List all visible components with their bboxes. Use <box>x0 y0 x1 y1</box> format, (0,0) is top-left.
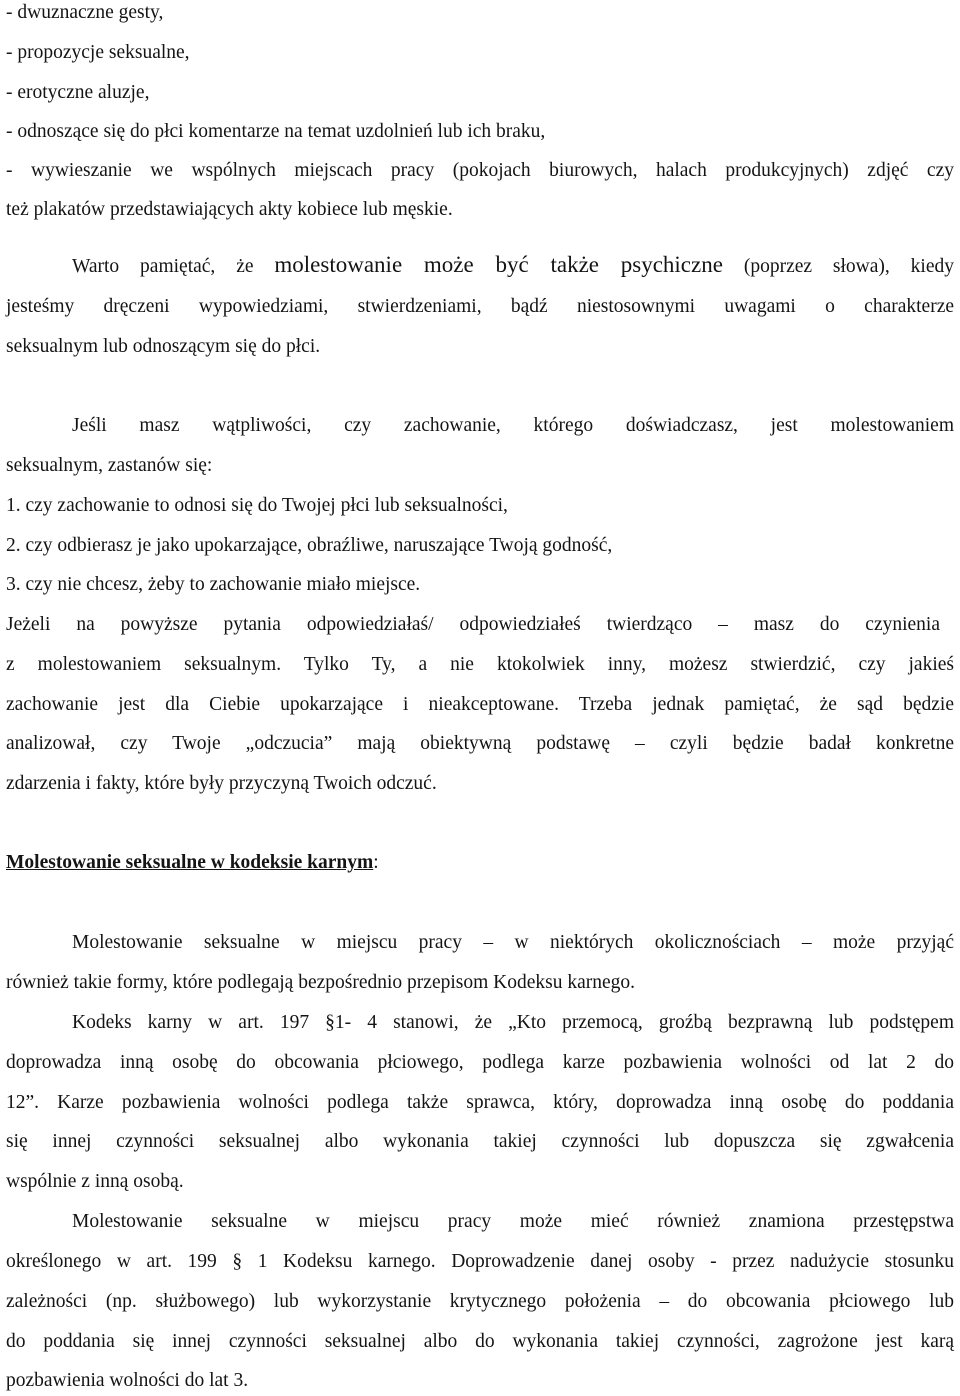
paragraph-line: 12”. Karze pozbawienia wolności podlega także sprawca, który, doprowadza inną osobę do poddania <box>6 1092 954 1113</box>
paragraph-line: Kodeks karny w art. 197 §1- 4 stanowi, że „Kto przemocą, groźbą bezprawną lub podstępem <box>72 1012 954 1033</box>
paragraph-line: również takie formy, które podlegają bezpośrednio przepisom Kodeksu karnego. <box>6 972 636 993</box>
paragraph-doubts: Jeśli masz wątpliwości, czy zachowanie, którego doświadczasz, jest molestowaniem <box>72 415 954 436</box>
paragraph-line: Jeżeli na powyższe pytania odpowiedziałaś/ odpowiedziałeś twierdząco – masz do czynienia <box>6 614 940 635</box>
paragraph-line: Molestowanie seksualne w miejscu pracy może mieć również znamiona przestępstwa <box>72 1211 954 1232</box>
paragraph-line: z molestowaniem seksualnym. Tylko Ty, a nie ktokolwiek inny, możesz stwierdzić, czy jakieś <box>6 654 954 675</box>
paragraph-line: się innej czynności seksualnej albo wykonania takiej czynności lub dopuszcza się zgwałcenia <box>6 1131 954 1152</box>
section-heading <box>6 852 379 874</box>
paragraph-line: do poddania się innej czynności seksualnej albo do wykonania takiej czynności, zagrożone jest karą <box>6 1331 954 1352</box>
section-heading-suffix: : <box>373 852 379 873</box>
bullet-item: - odnoszące się do płci komentarze na temat uzdolnień lub ich braku, <box>6 121 546 142</box>
question-item: 1. czy zachowanie to odnosi się do Twojej płci lub seksualności, <box>6 495 508 516</box>
paragraph-line: zachowanie jest dla Ciebie upokarzające i nieakceptowane. Trzeba jednak pamiętać, że sąd będzie <box>6 694 954 715</box>
paragraph-line: Molestowanie seksualne w miejscu pracy – w niektórych okolicznościach – może przyjąć <box>72 932 954 953</box>
section-heading-text: Molestowanie seksualne w kodeksie karnym <box>6 852 374 873</box>
bullet-item: - erotyczne aluzje, <box>6 82 150 103</box>
para1-emphasis: molestowanie może być także psychiczne <box>274 252 723 277</box>
paragraph-line: wspólnie z inną osobą. <box>6 1171 184 1192</box>
paragraph-line: seksualnym, zastanów się: <box>6 455 213 476</box>
bullet-item-continuation: też plakatów przedstawiających akty kobiece lub męskie. <box>6 199 453 220</box>
paragraph-line: analizował, czy Twoje „odczucia” mają obiektywną podstawę – czyli będzie badał konkretne <box>6 733 954 754</box>
para1-lead: Warto pamiętać, że <box>72 256 275 277</box>
bullet-item: - wywieszanie we wspólnych miejscach pracy (pokojach biurowych, halach produkcyjnych) zdjęć czy <box>6 160 954 181</box>
question-item: 3. czy nie chcesz, żeby to zachowanie miało miejsce. <box>6 574 421 595</box>
paragraph-line: określonego w art. 199 § 1 Kodeksu karnego. Doprowadzenie danej osoby - przez nadużycie stosunku <box>6 1251 954 1272</box>
paragraph-line: zależności (np. służbowego) lub wykorzystanie krytycznego położenia – do obcowania płciowego lub <box>6 1291 954 1312</box>
para1-rest: (poprzez słowa), kiedy <box>722 256 955 277</box>
bullet-item: - dwuznaczne gesty, <box>6 2 164 23</box>
paragraph-psychological-harassment <box>72 252 954 278</box>
paragraph-line: zdarzenia i fakty, które były przyczyną Twoich odczuć. <box>6 773 437 794</box>
paragraph-line: pozbawienia wolności do lat 3. <box>6 1370 249 1391</box>
paragraph-line: seksualnym lub odnoszącym się do płci. <box>6 336 321 357</box>
paragraph-line: doprowadza inną osobę do obcowania płciowego, podlega karze pozbawienia wolności od lat 2 do <box>6 1052 954 1073</box>
question-item: 2. czy odbierasz je jako upokarzające, obraźliwe, naruszające Twoją godność, <box>6 535 613 556</box>
bullet-item: - propozycje seksualne, <box>6 42 190 63</box>
paragraph-line: jesteśmy dręczeni wypowiedziami, stwierdzeniami, bądź niestosownymi uwagami o charakterze <box>6 296 954 317</box>
